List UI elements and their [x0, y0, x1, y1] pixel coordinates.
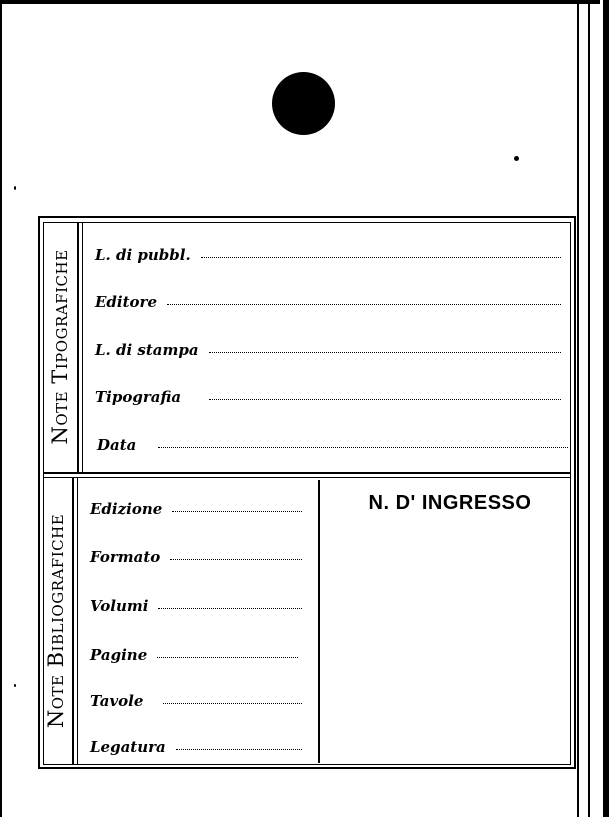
field-label: Data — [97, 436, 137, 454]
field-dotted-line — [172, 510, 302, 512]
field-edizione — [90, 500, 302, 518]
field-dotted-line — [209, 398, 561, 400]
section-divider — [43, 477, 571, 478]
field-dotted-line — [209, 351, 561, 353]
field-dotted-line — [158, 446, 568, 448]
field-luogo-pubblicazione — [95, 246, 561, 264]
field-label: Edizione — [90, 500, 163, 518]
punch-hole — [272, 72, 335, 135]
field-pagine — [90, 646, 298, 664]
field-legatura — [90, 738, 302, 756]
scan-speck — [14, 186, 16, 190]
field-label: Legatura — [90, 738, 166, 756]
field-dotted-line — [157, 656, 298, 658]
scan-edge-top — [0, 0, 600, 4]
ingresso-divider — [318, 480, 320, 763]
field-label: Tavole — [90, 692, 144, 710]
scan-speck — [14, 684, 16, 687]
field-label: Editore — [95, 293, 157, 311]
field-luogo-stampa — [95, 341, 561, 359]
field-dotted-line — [201, 256, 561, 258]
field-label: Volumi — [90, 597, 149, 615]
scan-speck — [514, 156, 519, 161]
side-label-divider — [77, 478, 78, 765]
field-dotted-line — [163, 702, 302, 704]
scan-edge-right — [603, 0, 609, 817]
field-label: Tipografia — [95, 388, 182, 406]
field-label: L. di stampa — [95, 341, 199, 359]
field-label: L. di pubbl. — [95, 246, 191, 264]
side-label-divider — [72, 478, 74, 765]
field-data — [97, 436, 568, 454]
note-tipografiche-title: Note Tipografiche — [48, 249, 72, 445]
side-label-divider — [82, 222, 83, 472]
field-dotted-line — [176, 748, 302, 750]
field-dotted-line — [167, 303, 561, 305]
side-label-divider — [77, 222, 79, 472]
scan-edge-right — [577, 0, 579, 817]
field-dotted-line — [158, 607, 302, 609]
field-tavole — [90, 692, 302, 710]
field-label: Pagine — [90, 646, 148, 664]
field-volumi — [90, 597, 302, 615]
section-divider — [43, 472, 571, 474]
field-formato — [90, 548, 302, 566]
field-editore — [95, 293, 561, 311]
field-tipografia — [95, 388, 561, 406]
field-label: Formato — [90, 548, 161, 566]
scan-edge-left — [0, 0, 2, 817]
field-dotted-line — [170, 558, 302, 560]
numero-ingresso-label: N. D' INGRESSO — [368, 492, 532, 514]
note-bibliografiche-title: Note Bibliografiche — [44, 513, 68, 729]
scan-edge-right — [588, 0, 590, 817]
